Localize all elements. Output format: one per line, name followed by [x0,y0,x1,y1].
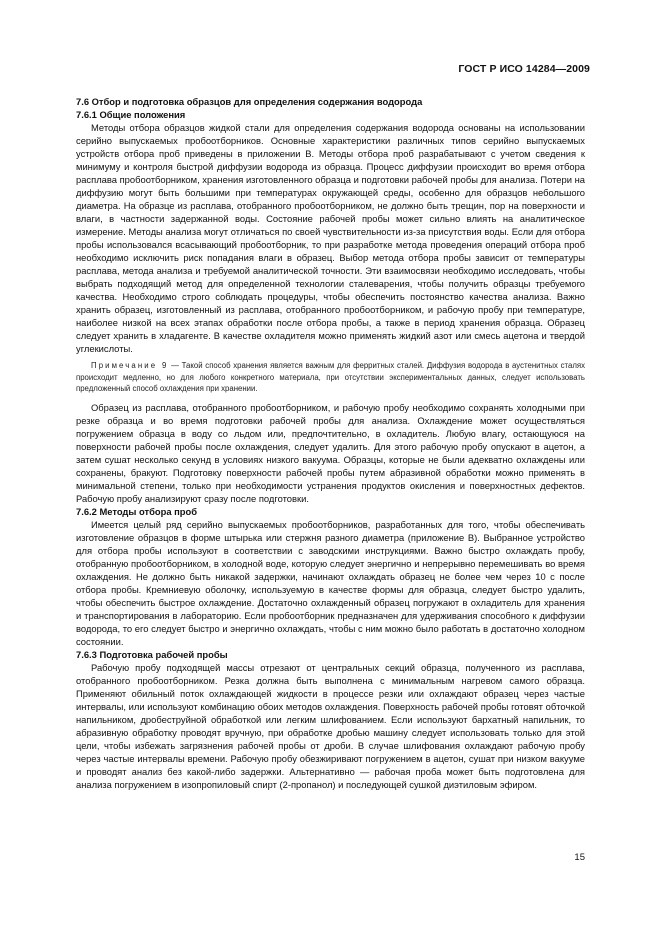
note-label: Примечание 9 [91,361,169,371]
note-text: — Такой способ хранения является важным для ферритных сталей. Диффузия водорода в аустенитных сталях происходит медленно, но для любого конкретного материала, при отсутствии экспериментальных данных, следует использовать предложенный способ охлаждения при хранении. [76,361,585,393]
subsection-title-methods: 7.6.2 Методы отбора проб [76,506,198,518]
page-content [76,95,585,791]
subsection-title-general: 7.6.1 Общие положения [76,109,186,121]
section-title: 7.6 Отбор и подготовка образцов для определения содержания водорода [76,96,423,107]
paragraph-general: Методы отбора образцов жидкой стали для определения содержания водорода основаны на использовании серийно выпускаемых пробоотборников. Основные характеристики различных типов серийно выпускаемых устройств отбора проб приведены в приложении В. Методы отбора проб разрабатывают с учетом сведения к минимуму и контроля быстрой диффузии водорода из образца. Процесс диффузии происходит во время отбора расплава пробоотборником, хранения изготовленного образца и подготовки рабочей пробы для анализа. Потери на диффузию могут быть большими при температурах окружающей среды, особенно для образцов небольшого диаметра. На образце из расплава, отобранного пробоотборником, не должно быть трещин, пор на поверхности и влаги, в частности задержанной воды. Состояние рабочей пробы может сильно влиять на аналитическое измерение. Методы анализа могут отличаться по своей чувствительности из-за присутствия воды. Если для отбора пробы использовался всасывающий пробоотборник, то при разработке метода проведения операций отбора проб необходимо исключить риск попадания влаги в образец. Выбор метода отбора пробы зависит от температуры расплава, метода анализа и требуемой аналитической точности. Эти взаимосвязи необходимо исследовать, чтобы выбрать подходящий метод для определенной технологии сталеварения, чтобы получить образцы требуемого качества. Необходимо строго соблюдать процедуры, чтобы обеспечить постоянство качества анализа. Важно хранить образец, изготовленный из расплава, отобранного пробоотборником, и рабочую пробу при температуре, наиболее низкой на всех этапах обработки после отбора пробы, а также в период хранения образца. Образец следует хранить в хладагенте. В качестве охладителя можно применять жидкий азот или смесь ацетона и твердой углекислоты. [76,122,585,355]
subsection-title-preparation: 7.6.3 Подготовка рабочей пробы [76,649,228,661]
page-number: 15 [574,852,585,863]
note-9 [76,360,585,394]
standard-code-header: ГОСТ Р ИСО 14284—2009 [458,63,590,75]
paragraph-preparation: Рабочую пробу подходящей массы отрезают от центральных секций образца, полученного из расплава, отобранного пробоотборником. Резка должна быть выполнена с минимальным нагревом самого образца. Применяют обильный поток охлаждающей жидкости в процессе резки или охлаждают образец через частые интервалы, или используют комбинацию обоих методов охлаждения. Поверхность рабочей пробы готовят обточкой напильником, дробеструйной обработкой или легким шлифованием. Если используют бархатный напильник, то абразивную обработку проводят вручную, при обработке дробью машину следует использовать только для этой цели, чтобы избежать загрязнения рабочей пробы от дроби. В случае шлифования охлаждают рабочую пробу через частые интервалы времени. Рабочую пробу обезжиривают погружением в ацетон, сушат при низком вакууме и проводят анализ без какой-либо задержки. Альтернативно — рабочая проба может быть подготовлена для анализа погружением в изопропиловый спирт (2-пропанол) и последующей сушкой диэтиловым эфиром. [76,662,585,791]
paragraph-cooling: Образец из расплава, отобранного пробоотборником, и рабочую пробу необходимо сохранять холодными при резке образца и во время подготовки рабочей пробы для анализа. Охлаждение может осуществляться погружением образца в воду со льдом или, предпочтительно, в охладитель. Любую влагу, остающуюся на поверхности рабочей пробы после охлаждения, следует удалить. Для этого рабочую пробу опускают в ацетон, а затем сушат несколько секунд в условиях низкого вакуума. Образцы, которые не были адекватно охлаждены или сохранены, бракуют. Подготовку поверхности рабочей пробы путем абразивной обработки можно применять в минимальной степени, только при необходимости устранения продуктов окисления и поверхностных дефектов. Рабочую пробу анализируют сразу после подготовки. [76,401,585,505]
paragraph-methods: Имеется целый ряд серийно выпускаемых пробоотборников, разработанных для того, чтобы обеспечивать изготовление образцов в форме штырька или стержня разного диаметра (приложение В). Выбранное устройство для отбора пробы используют в соответствии с заводскими инструкциями. Важно быстро охлаждать пробу, отобранную пробоотборником, в холодной воде, которую следует энергично и непрерывно перемешивать во время охлаждения. Не должно быть никакой задержки, начинают охлаждать образец не более чем через 10 с после отбора пробы. Кремниевую оболочку, используемую в качестве формы для образца, следует быстро удалить, чтобы обеспечить быстрое охлаждение. Достаточно охлажденный образец погружают в охладитель для хранения и транспортирования в лабораторию. Если пробоотборник предназначен для удерживания способного к диффузии водорода, то его следует быстро и энергично охлаждать, чтобы с ним можно было работать в достаточно холодном состоянии. [76,519,585,648]
